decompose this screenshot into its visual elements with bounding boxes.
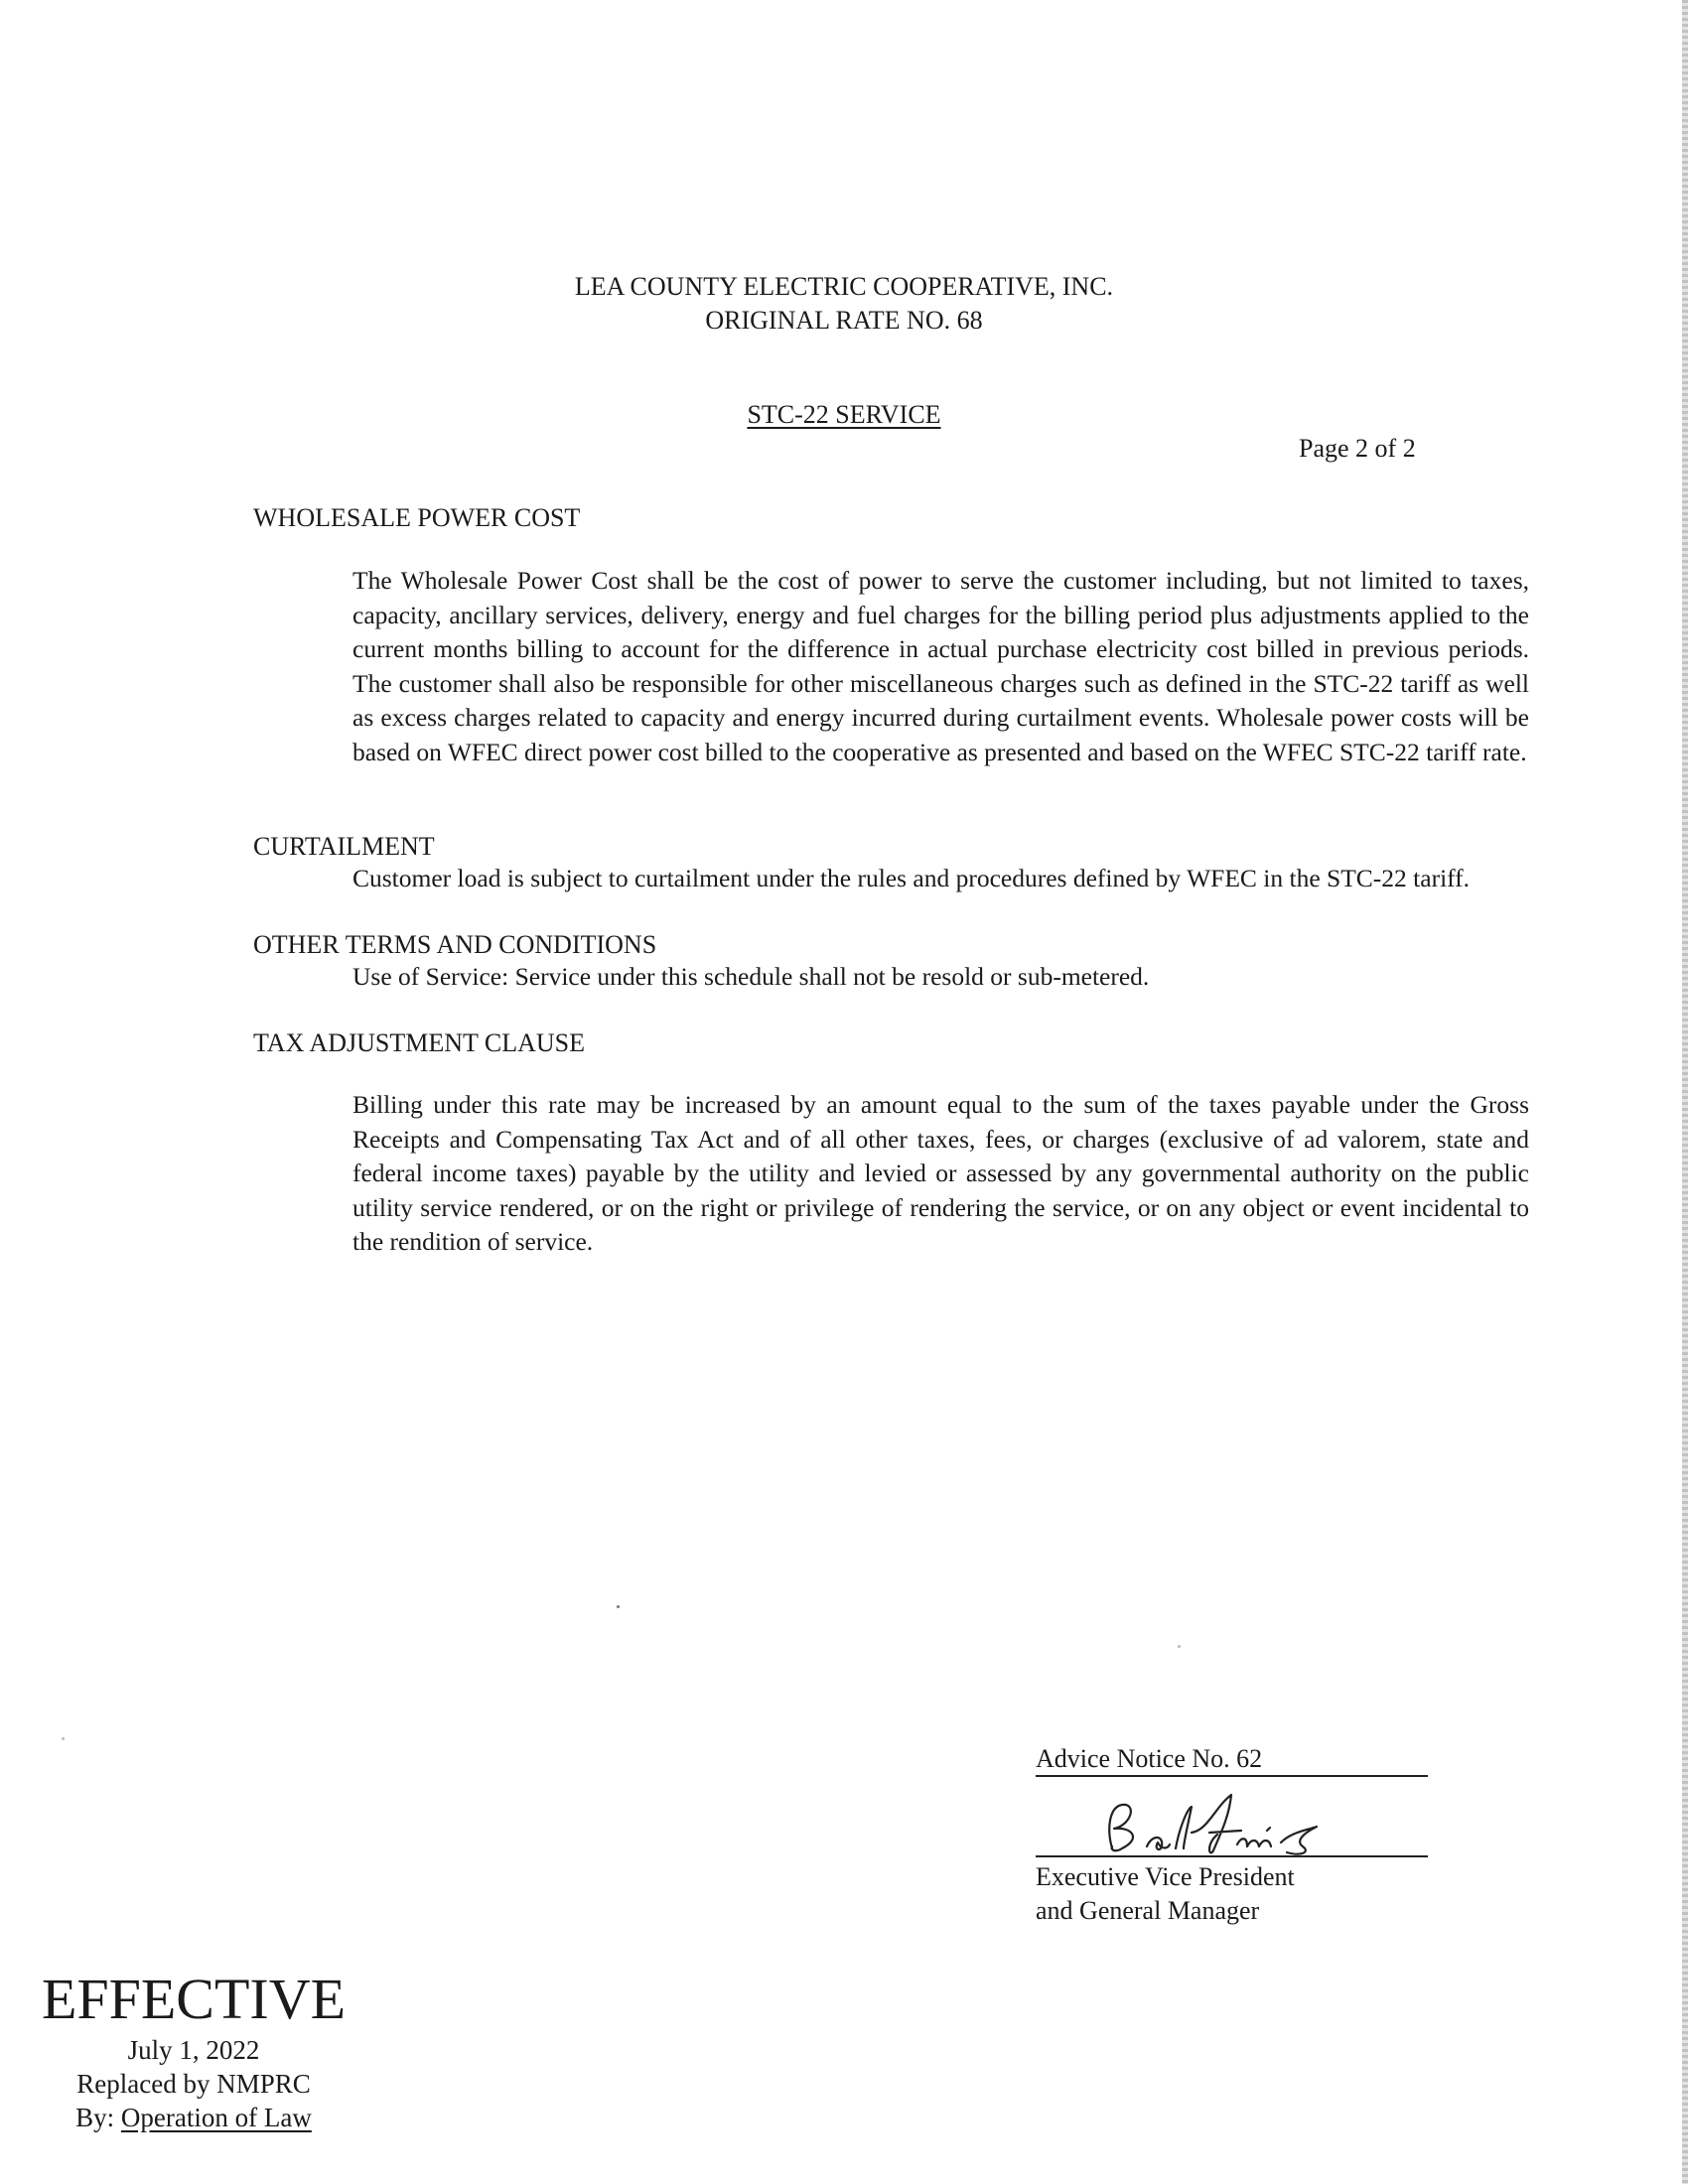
by-label: By: <box>75 2103 115 2132</box>
page-number: Page 2 of 2 <box>1299 434 1416 463</box>
section-title-other-terms: OTHER TERMS AND CONDITIONS <box>253 930 657 959</box>
scan-speck <box>62 1737 65 1740</box>
service-title-text: STC-22 SERVICE <box>747 400 941 429</box>
section-title-wholesale: WHOLESALE POWER COST <box>253 503 581 532</box>
replaced-by-authority <box>30 2101 357 2134</box>
signature-underline <box>1036 1855 1428 1857</box>
advice-notice: Advice Notice No. 62 <box>1036 1744 1263 1773</box>
company-name: LEA COUNTY ELECTRIC COOPERATIVE, INC. <box>574 272 1114 301</box>
effective-stamp-word: EFFECTIVE <box>41 1967 347 2031</box>
by-value: Operation of Law <box>120 2103 312 2132</box>
section-title-curtailment: CURTAILMENT <box>253 832 435 861</box>
signer-title-2: and General Manager <box>1036 1896 1260 1925</box>
replaced-by: Replaced by NMPRC <box>76 2069 311 2099</box>
section-body-wholesale: The Wholesale Power Cost shall be the cost of power to serve the customer including, but not limited to taxes, capacity, ancillary services, delivery, energy and fuel charges for the billing period plus adjustments applied to the current months billing to account for the difference in actual purchase electricity cost billed in previous periods. The customer shall also be responsible for other miscellaneous charges such as defined in the STC-22 tariff as well as excess charges related to capacity and energy incurred during curtailment events. Wholesale power costs will be based on WFEC direct power cost billed to the cooperative as presented and based on the WFEC STC-22 tariff rate. <box>352 566 1529 766</box>
effective-date: July 1, 2022 <box>127 2035 260 2065</box>
signature <box>1092 1787 1340 1861</box>
signature-graphic <box>1092 1787 1340 1861</box>
service-title <box>0 398 1688 432</box>
scan-speck <box>617 1605 620 1608</box>
advice-notice-underline <box>1036 1775 1428 1777</box>
signer-title-1: Executive Vice President <box>1036 1862 1295 1891</box>
section-body-tax: Billing under this rate may be increased by an amount equal to the sum of the taxes payable under the Gross Receipts and Compensating Tax Act and of all other taxes, fees, or charges (exclusive of ad valorem, state and federal income taxes) payable by the utility and levied or assessed by any governmental authority on the public utility service rendered, or on the right or privilege of rendering the service, or on any object or event incidental to the rendition of service. <box>352 1090 1529 1256</box>
section-body-other-terms: Use of Service: Service under this schedule shall not be resold or sub-metered. <box>352 962 1150 991</box>
section-title-tax: TAX ADJUSTMENT CLAUSE <box>253 1028 586 1057</box>
scan-speck <box>1178 1645 1181 1648</box>
rate-number: ORIGINAL RATE NO. 68 <box>705 306 983 335</box>
section-body-curtailment: Customer load is subject to curtailment under the rules and procedures defined by WFEC in the STC-22 tariff. <box>352 864 1471 892</box>
